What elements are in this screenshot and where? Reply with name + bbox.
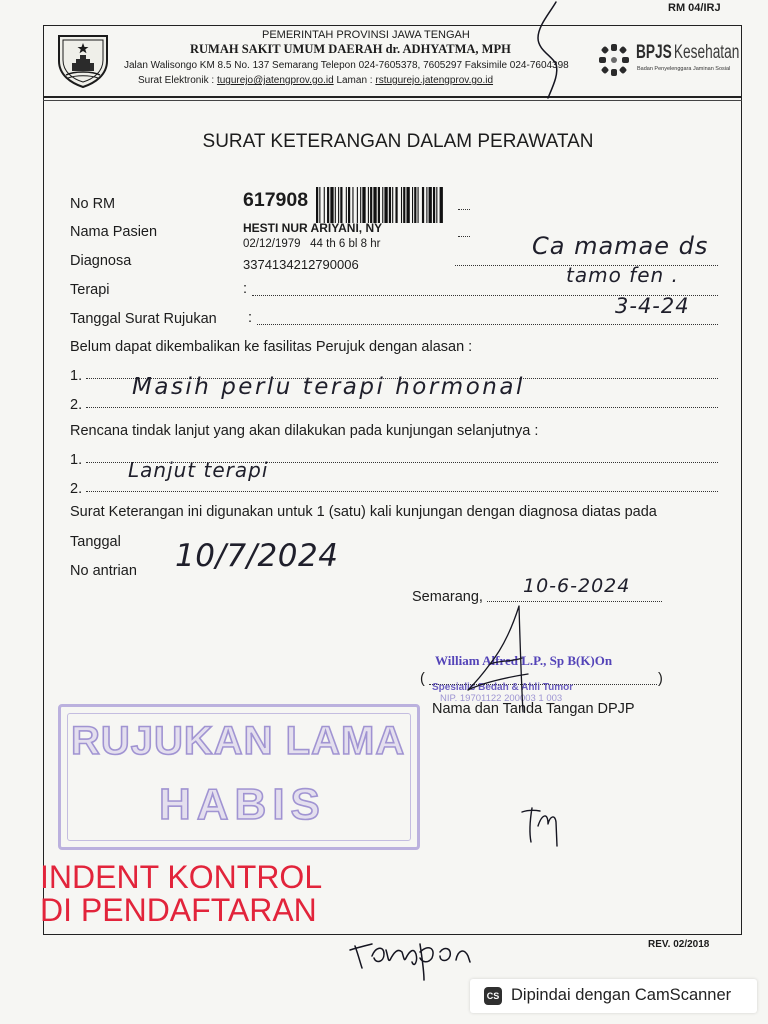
handwritten-tanggal-surat: 10-6-2024 [523, 575, 631, 597]
handwritten-diagnosa: Ca mamae ds [532, 232, 709, 260]
barcode-bar [357, 187, 358, 223]
barcode-bar [418, 187, 419, 223]
barcode-bar [360, 187, 361, 223]
open-paren: ( [420, 671, 425, 687]
stamp-line-2: HABIS [159, 780, 326, 829]
nama-pasien-label: Nama Pasien [70, 224, 158, 240]
barcode-bar [440, 187, 443, 223]
barcode-bar [370, 187, 372, 223]
barcode-bar [389, 187, 391, 223]
usage-note: Surat Keterangan ini digunakan untuk 1 (satu) kali kunjungan dengan diagnosa diatas pada [70, 504, 657, 520]
header-hospital-name: RUMAH SAKIT UMUM DAERAH dr. ADHYATMA, MPH [190, 42, 511, 56]
patient-name: HESTI NUR ARIYANI, NY [243, 221, 383, 235]
rencana-item-1-number: 1. [70, 452, 83, 468]
dotted-line [458, 236, 470, 237]
barcode-bar [429, 187, 432, 223]
email-address: tugurejo@jatengprov.go.id [216, 75, 334, 86]
barcode-bar [392, 187, 393, 223]
header-rule [43, 96, 742, 98]
no-rm-value: 617908 [243, 189, 309, 211]
barcode-bar [382, 187, 383, 223]
barcode-bar [327, 187, 329, 223]
website-address: rstugurejo.jatengprov.go.id [375, 75, 494, 86]
signature-place: Semarang, [412, 589, 483, 605]
handwritten-tanggal-kunjungan: 10/7/2024 [175, 538, 339, 574]
doctor-specialty-stamp: Spesialis Bedah & Ahli Tumor [432, 682, 574, 693]
barcode-bar [406, 187, 409, 223]
terapi-label: Terapi [70, 282, 110, 298]
stamp-line-1: RUJUKAN LAMA [71, 719, 406, 763]
dotted-line [487, 601, 662, 602]
patient-barcode [316, 187, 444, 223]
rencana-heading: Rencana tindak lanjut yang akan dilakukan pada kunjungan selanjutnya : [70, 423, 539, 439]
handwritten-signature-bottom [350, 944, 470, 980]
barcode-bar [348, 187, 350, 223]
colon: : [243, 281, 248, 297]
barcode-bar [433, 187, 435, 223]
doctor-nip-stamp: NIP. 19701122 200003 1 003 [440, 693, 563, 704]
barcode-bar [403, 187, 405, 223]
handwritten-tanggal-rujukan: 3-4-24 [615, 294, 690, 318]
camscanner-text: Dipindai dengan CamScanner [511, 986, 732, 1004]
jawa-tengah-emblem-icon [54, 31, 112, 89]
revision-code: REV. 02/2018 [648, 939, 710, 950]
diagnosa-label: Diagnosa [70, 253, 132, 269]
alasan-heading: Belum dapat dikembalikan ke fasilitas Perujuk dengan alasan : [70, 339, 473, 355]
patient-dob-age: 02/12/1979 44 th 6 bl 8 hr [243, 238, 381, 250]
rencana-item-2-number: 2. [70, 481, 83, 497]
rujukan-lama-habis-stamp [58, 704, 420, 850]
dotted-line [86, 407, 718, 408]
signature-caption: Nama dan Tanda Tangan DPJP [432, 701, 635, 717]
close-paren: ) [658, 671, 663, 687]
barcode-bar [426, 187, 427, 223]
dotted-line [257, 324, 718, 325]
alasan-item-1-number: 1. [70, 368, 83, 384]
barcode-bar [384, 187, 387, 223]
camscanner-watermark [470, 979, 757, 1013]
barcode-bar [316, 187, 318, 223]
handwritten-terapi: tamo fen . [566, 263, 679, 287]
barcode-bar [378, 187, 380, 223]
camscanner-icon: CS [484, 987, 502, 1005]
colon: : [248, 310, 253, 326]
barcode-bar [414, 187, 416, 223]
handwritten-rencana-2: Lanjut terapi [128, 458, 269, 482]
document-title: SURAT KETERANGAN DALAM PERAWATAN [202, 131, 594, 152]
patient-nik: 3374134212790006 [243, 257, 359, 272]
barcode-bar [412, 187, 413, 223]
barcode-bar [319, 187, 320, 223]
header-rule-thin [43, 100, 742, 101]
barcode-bar [362, 187, 365, 223]
doctor-name-stamp: William Alfred L.P., Sp B(K)On [435, 653, 613, 668]
bpjs-name: Kesehatan [673, 42, 740, 63]
barcode-bar [436, 187, 437, 223]
no-rm-label: No RM [70, 196, 116, 212]
email-label: Surat Elektronik : [138, 75, 215, 86]
barcode-bar [401, 187, 402, 223]
barcode-bar [395, 187, 397, 223]
barcode-bar [346, 187, 347, 223]
dotted-line [458, 209, 470, 210]
form-code: RM 04/IRJ [668, 2, 721, 14]
barcode-bar [352, 187, 353, 223]
barcode-bar [340, 187, 342, 223]
bpjs-icon [597, 42, 631, 78]
header-government: PEMERINTAH PROVINSI JAWA TENGAH [262, 29, 470, 41]
barcode-bar [338, 187, 339, 223]
handwritten-alasan-2: Masih perlu terapi hormonal [132, 374, 525, 400]
no-antrian-label: No antrian [70, 563, 137, 579]
barcode-bar [373, 187, 376, 223]
bpjs-brand: BPJS [636, 42, 672, 63]
dotted-line [86, 491, 718, 492]
header-contact [138, 75, 493, 87]
website-label: Laman : [336, 75, 373, 86]
bpjs-tagline: Badan Penyelenggara Jaminan Sosial [637, 66, 731, 72]
barcode-bar [330, 187, 333, 223]
alasan-item-2-number: 2. [70, 397, 83, 413]
header-address: Jalan Walisongo KM 8.5 No. 137 Semarang Telepon 024-7605378, 7605297 Faksimile 024-7604398 [124, 60, 569, 71]
tanggal-label: Tanggal [70, 534, 121, 550]
barcode-bar [335, 187, 336, 223]
barcode-bar [324, 187, 325, 223]
indent-kontrol-stamp-line-1: INDENT KONTROL [40, 859, 323, 895]
tanggal-rujukan-label: Tanggal Surat Rujukan [70, 311, 217, 327]
barcode-bar [422, 187, 424, 223]
indent-kontrol-stamp-line-2: DI PENDAFTARAN [40, 892, 317, 928]
bpjs-wordmark [636, 43, 739, 62]
barcode-bar [368, 187, 369, 223]
